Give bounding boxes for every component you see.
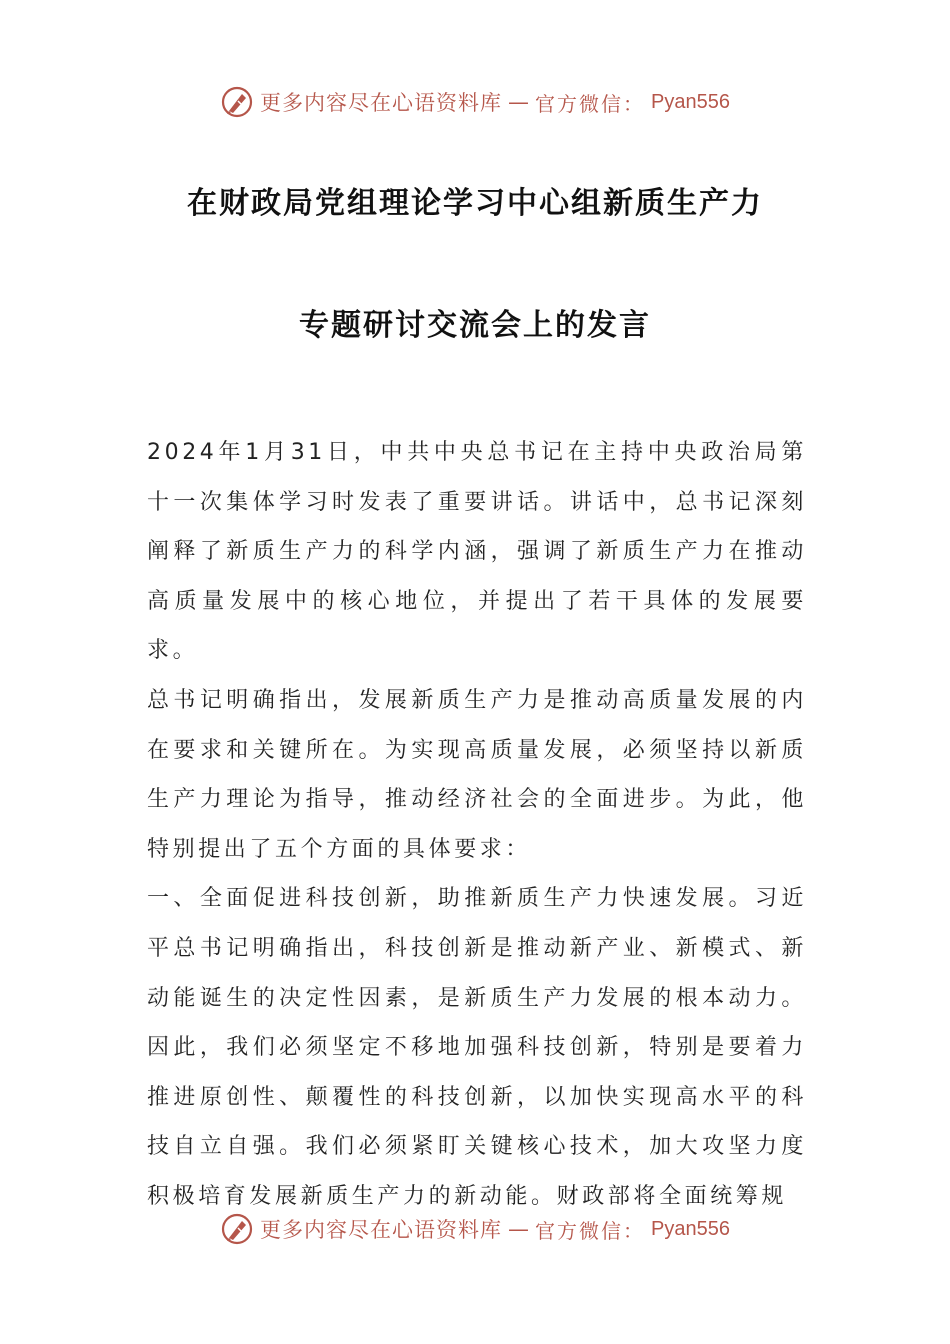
document-title-line-2: 专题研讨交流会上的发言 (299, 308, 651, 343)
watermark-dash: — (508, 90, 530, 114)
watermark-brand-text: 更多内容尽在心语资料库 (260, 1218, 503, 1242)
pen-nib-logo-icon (220, 85, 254, 119)
header-watermark (0, 82, 950, 122)
watermark-dash: — (508, 1217, 530, 1241)
watermark-wechat-id: Pyan556 (651, 1217, 730, 1240)
watermark-wechat-label: 官方微信： (535, 1218, 646, 1243)
footer-watermark (0, 1209, 950, 1249)
paragraph: 2024年1月31日，中共中央总书记在主持中央政治局第十一次集体学习时发表了重要讲话。讲话中，总书记深刻阐释了新质生产力的科学内涵，强调了新质生产力在推动高质量发展中的核心地位，并提出了若干具体的发展要求。 (147, 440, 807, 664)
watermark-wechat-label: 官方微信： (535, 91, 646, 116)
document-title-line-1: 在财政局党组理论学习中心组新质生产力 (187, 186, 763, 221)
watermark-wechat-id: Pyan556 (651, 90, 730, 113)
watermark-brand-text: 更多内容尽在心语资料库 (260, 91, 503, 115)
document-body (147, 428, 807, 1222)
pen-nib-logo-icon (220, 1212, 254, 1246)
paragraph: 一、全面促进科技创新，助推新质生产力快速发展。习近平总书记明确指出，科技创新是推动新产业、新模式、新动能诞生的决定性因素，是新质生产力发展的根本动力。因此，我们必须坚定不移地加强科技创新，特别是要着力推进原创性、颠覆性的科技创新，以加快实现高水平的科技自立自强。我们必须紧盯关键核心技术，加大攻坚力度积极培育发展新质生产力的新动能。财政部将全面统筹规 (147, 886, 807, 1209)
paragraph: 总书记明确指出，发展新质生产力是推动高质量发展的内在要求和关键所在。为实现高质量发展，必须坚持以新质生产力理论为指导，推动经济社会的全面进步。为此，他特别提出了五个方面的具体要求： (147, 687, 807, 862)
